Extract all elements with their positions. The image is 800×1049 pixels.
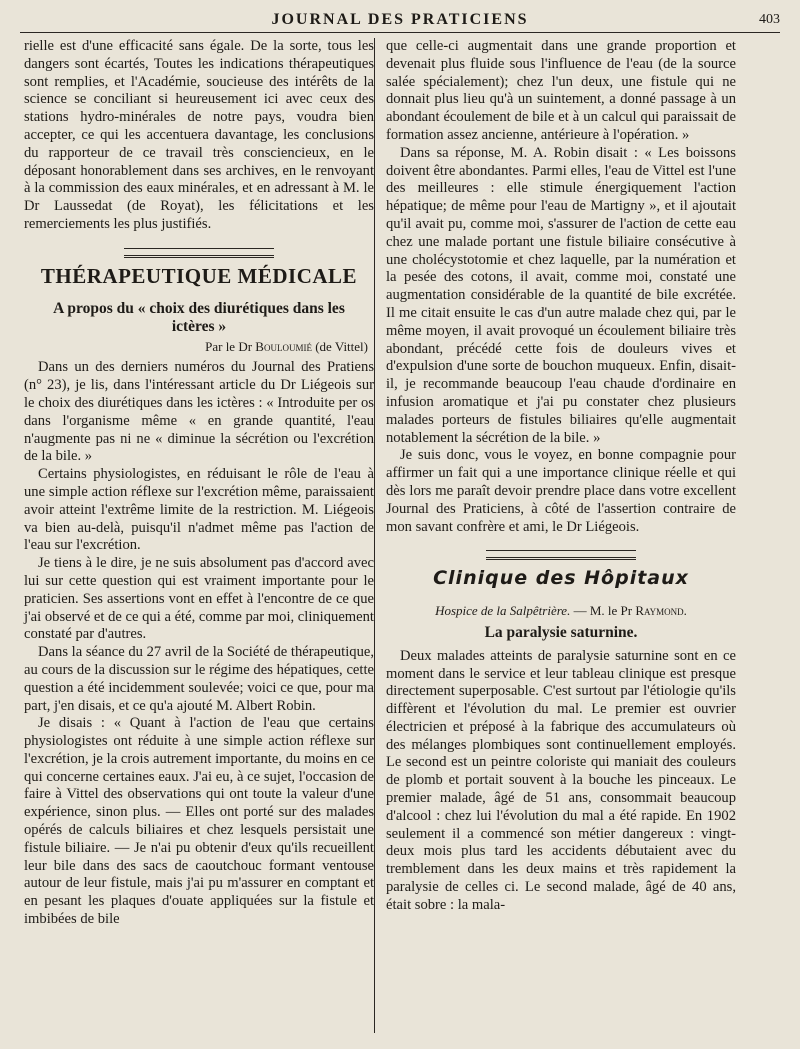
hospital-person: Raymond. <box>635 603 687 619</box>
paragraph: Je suis donc, vous le voyez, en bonne compagnie pour affirmer un fait qui a une importance clinique réelle et qui dès lors me paraît devoir prendre place dans votre excellent Journal des Praticiens, à côté de l'assertion contraire de mon savant confrère et ami, le Dr Liégeois. <box>386 447 736 535</box>
paragraph: Dans un des derniers numéros du Journal des Pratiens (n° 23), je lis, dans l'intéressant article du Dr Liégeois sur le choix des diurétiques dans les ictères : « Introduite per os dans l'organisme même « en grande quantité, l'eau n'augmente pas ni ne « diminue la sécrétion ou l'excrétion de la bile. » <box>24 359 374 465</box>
paragraph-continuation: que celle-ci augmentait dans une grande proportion et devenait plus fluide sous l'influence de l'eau (de la source salée spécialement); chez l'un deux, une fistule qui ne donnait plus lieu qu'à un suintement, a donné passage à un abondant écoulement de bile et à un calcul qui paraissait de formation assez ancienne, antérieure à l'opération. » <box>386 38 736 143</box>
byline-prefix: Par le Dr <box>205 338 253 354</box>
hospital-name: Hospice de la Salpêtrière. <box>435 603 571 619</box>
paragraph-continuation: rielle est d'une efficacité sans égale. De la sorte, tous les dangers sont écartés, Toutes les indications thérapeutiques sont remplies, et l'Académie, soucieuse des intérêts de la science se conciliant si heureusement ici avec ceux des stations hydro-minérales de notre pays, voudra bien accepter, ce qui les accentuera davantage, les conclusions du rapporteur de ce travail très consciencieux, en le déposant honorablement dans ses archives, en le renvoyant à la commission des eaux minérales, et en adressant à M. le Dr Laussedat (de Royat), les félicitations et les remerciements les plus justifiés. <box>24 38 374 232</box>
byline-suffix: (de Vittel) <box>315 338 368 354</box>
byline <box>24 338 374 356</box>
ornamental-rule <box>486 550 636 560</box>
page-number: 403 <box>759 12 780 27</box>
paragraph: Certains physiologistes, en réduisant le rôle de l'eau à une simple action réflexe sur l'excrétion même, paraissaient avoir atteint l'extrême limite de la restriction. M. Liégeois va bien au-delà, puisqu'il n'admet même pas l'action de l'eau sur l'excrétion. <box>24 466 374 554</box>
column-divider <box>374 38 375 1033</box>
article-title: A propos du « choix des diurétiques dans les ictères » <box>53 299 345 335</box>
paragraph: Dans la séance du 27 avril de la Société de thérapeutique, au cours de la discussion sur le régime des hépatiques, cette question a été incidemment soulevée; voici ce que, pour ma part, j'en disais, et ce qu'a ajouté M. Albert Robin. <box>24 644 374 714</box>
section-title: THÉRAPEUTIQUE MÉDICALE <box>40 263 358 288</box>
right-column <box>386 38 736 915</box>
running-title: JOURNAL DES PRATICIENS <box>271 11 529 28</box>
paragraph: Deux malades atteints de paralysie saturnine sont en ce moment dans le service et leur tableau clinique est presque directement superposable. C'est surtout par l'étiologie qu'ils diffèrent et l'évolution du mal. Le premier est ouvrier électricien et préposé à la fabrique des accumulateurs où des mélanges plombiques sont continuellement employés. Le second est un peintre coloriste qui maniait des couleurs de plomb et portait souvent à la bouche les pinceaux. Le premier malade, âgé de 51 ans, consommait beaucoup d'alcool : chez lui l'évolution du mal a été rapide. En 1902 seulement il a commencé son métier dangereux : vingt-deux mois plus tard les accidents débutaient avec du tremblement dans les deux mains et très rapidement la paralysie de celles ci. Le second malade, âgé de 40 ans, était sobre : la mala- <box>386 647 736 913</box>
paragraph: Je tiens à le dire, je ne suis absolument pas d'accord avec lui sur cette question qui est vraiment importante pour le praticien. Ses assertions vont en effet à l'encontre de ce que j'ai observé et de ce qui a été, comme par moi, cliniquement constaté par d'autres. <box>24 555 374 643</box>
left-column <box>24 38 374 929</box>
page-header <box>20 8 780 33</box>
byline-author: Bouloumié <box>255 338 312 354</box>
lesson-title: La paralysie saturnine. <box>484 623 638 641</box>
hospital-person-prefix: — M. le Pr <box>573 603 633 619</box>
paragraph: Dans sa réponse, M. A. Robin disait : « Les boissons doivent être abondantes. Parmi elles, l'eau de Vittel est l'une des meilleures : elle stimule énergiquement l'action hépatique; de même pour l'eau de Martigny », et il ajoutait qu'il avait pu, comme moi, s'assurer de l'action de cette eau chez une malade portant une fistule biliaire consécutive à une cholécystotomie et chez laquelle, par la numération et la pesée des cotons, il avait, comme moi, constaté une augmentation considérable de la quantité de bile excrétée. Il me citait ensuite le cas d'un autre malade chez qui, par le même moyen, il avait provoqué un écoulement biliaire très abondant, précédé cette fois de douleurs vives et d'expulsion d'une sorte de bouchon muqueux. Enfin, disait-il, je recommande beaucoup l'eau chaude d'ordinaire en infusion aromatique et j'ai pu constater chez plusieurs malades porteurs de fistules biliaires qu'elle augmentait notablement la sécrétion de la bile. » <box>386 144 736 446</box>
hospital-line <box>386 602 736 620</box>
ornamental-rule <box>124 248 274 258</box>
section-title-clinique: Clinique des Hôpitaux <box>433 567 689 590</box>
paragraph: Je disais : « Quant à l'action de l'eau que certains physiologistes ont réduite à une simple action réflexe sur l'excrétion, je la crois autrement importante, du moins en ce qui concerne certaines eaux. J'ai eu, à ce sujet, l'occasion de faire à Vittel des observations qui ont toute la valeur d'une expérience, sinon plus. — Elles ont porté sur des malades opérés de calculs biliaires et chez lesquels persistait une fistule biliaire. — Je n'ai pu obtenir d'eux qu'ils recueillent leur bile dans des sacs de caoutchouc formant ventouse autour de leur fistule, mais j'ai pu m'assurer en comptant et en pesant les plaques d'ouate appliquées sur la fistule et imbibées de bile <box>24 715 374 928</box>
